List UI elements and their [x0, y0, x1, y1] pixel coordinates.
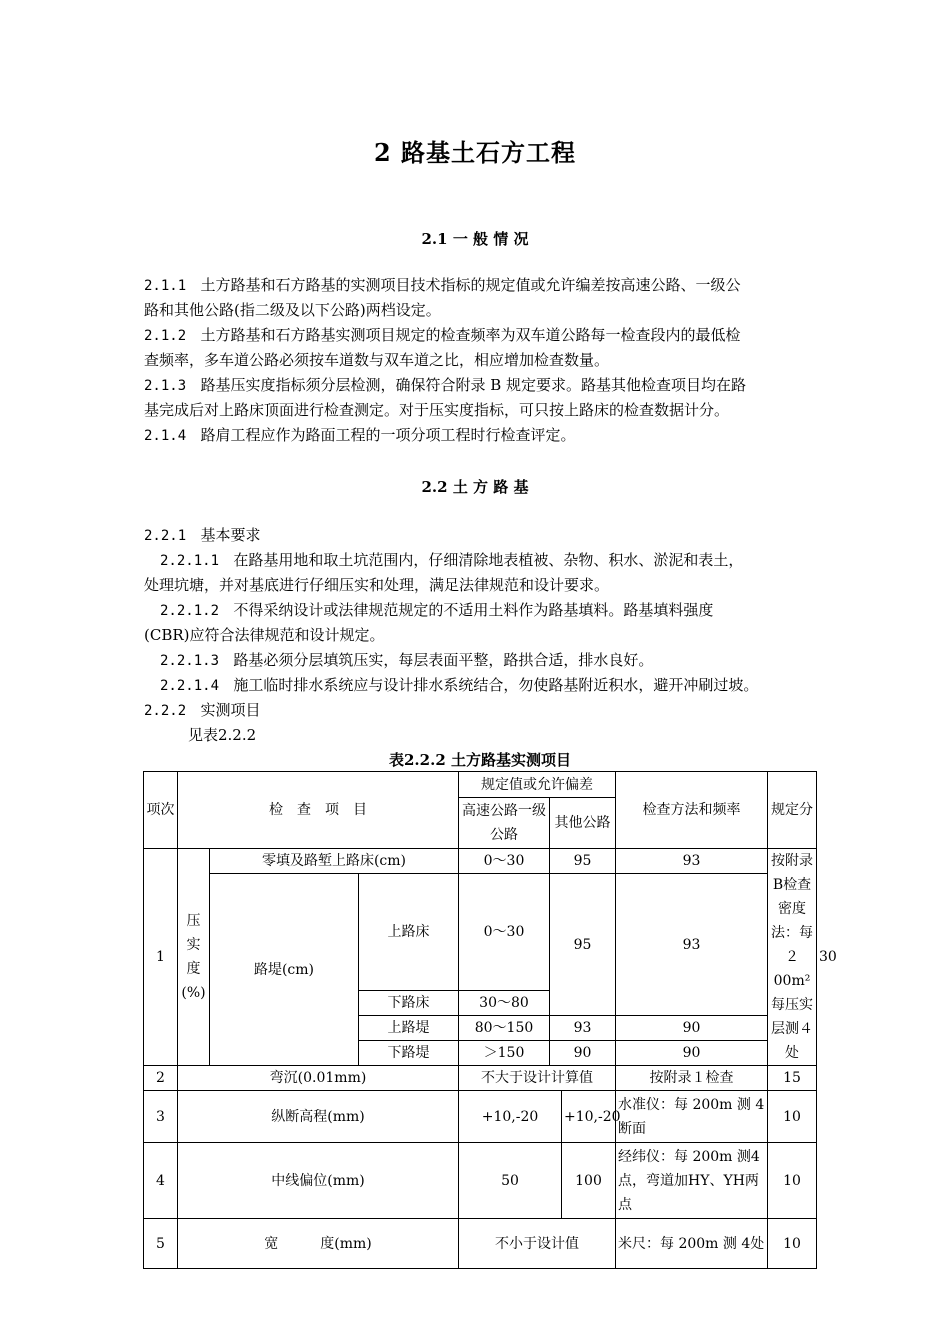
row1-d-name: 下路堤 — [359, 1041, 459, 1066]
row1-a-range: 0～30 — [459, 874, 550, 991]
row2-score: 15 — [768, 1066, 817, 1091]
row3-highway: +10,-20 — [459, 1091, 562, 1143]
row1-d-other: 90 — [616, 1041, 768, 1066]
row1-sub0-range: 0～30 — [459, 849, 550, 874]
clause-text: 实测项目 — [200, 701, 261, 719]
clause-text: 路基必须分层填筑压实，每层表面平整，路拱合适，排水良好。 — [233, 651, 654, 669]
header-check-item: 检 查 项 目 — [178, 772, 459, 849]
clause-text: 不得采纳设计或法律规范规定的不适用土料作为路基填料。路基填料强度 — [233, 601, 714, 619]
chapter-title: 2 路基土石方工程 — [373, 138, 577, 167]
row1-b-name: 下路床 — [359, 991, 459, 1016]
row1-sub0-other: 93 — [616, 849, 768, 874]
row1-sub0-highway: 95 — [550, 849, 616, 874]
clause-text: 路肩工程应作为路面工程的一项分项工程时行检查评定。 — [200, 426, 576, 444]
clause-text: 路基压实度指标须分层检测，确保符合附录 B 规定要求。路基其他检查项目均在路 — [200, 376, 747, 394]
row3-item: 纵断高程(mm) — [178, 1091, 459, 1143]
clause-number: 2.2.1.1 — [160, 553, 220, 569]
clause-number: 2.2.1.4 — [160, 678, 220, 694]
header-other-roads: 其他公路 — [550, 798, 616, 849]
row4-no: 4 — [144, 1143, 178, 1219]
row3-method: 水准仪：每 200m 测 4 断面 — [616, 1091, 768, 1143]
row1-c-highway: 93 — [550, 1016, 616, 1041]
row3-other: +10,-20 — [562, 1091, 616, 1143]
clause-number: 2.1.3 — [144, 378, 187, 394]
row1-c-other: 90 — [616, 1016, 768, 1041]
row1-d-highway: 90 — [550, 1041, 616, 1066]
paragraph-2-1-3-line2: 基完成后对上路床顶面进行检查测定。对于压实度指标，可只按上路床的检查数据计分。 — [144, 401, 730, 419]
row2-method: 按附录１检查 — [616, 1066, 768, 1091]
row5-score: 10 — [768, 1219, 817, 1269]
paragraph-2-2-1-4 — [160, 673, 758, 699]
paragraph-2-1-1-line1 — [144, 273, 740, 299]
row1-c-name: 上路堤 — [359, 1016, 459, 1041]
paragraph-2-1-2-line1 — [144, 323, 740, 349]
clause-text: 施工临时排水系统应与设计排水系统结合，勿使路基附近积水，避开冲刷过坡。 — [233, 676, 759, 694]
section-heading-2-2: 2.2 土 方 路 基 — [421, 478, 529, 496]
clause-number: 2.2.1.2 — [160, 603, 220, 619]
see-table-reference: 见表2.2.2 — [188, 726, 257, 744]
row5-no: 5 — [144, 1219, 178, 1269]
header-allowable-deviation: 规定值或允许偏差 — [459, 772, 616, 798]
row1-no: 1 — [144, 849, 178, 1066]
header-score: 规定分 — [768, 772, 817, 849]
table-caption: 表2.2.2 土方路基实测项目 — [389, 751, 571, 769]
row4-highway: 50 — [459, 1143, 562, 1219]
row4-method: 经纬仪：每 200m 测4点，弯道加HY、YH两点 — [616, 1143, 768, 1219]
row3-no: 3 — [144, 1091, 178, 1143]
paragraph-2-1-2-line2: 查频率，多车道公路必须按车道数与双车道之比，相应增加检查数量。 — [144, 351, 610, 369]
paragraph-2-1-3-line1 — [144, 373, 746, 399]
row1-d-range: ＞150 — [459, 1041, 550, 1066]
paragraph-2-2-1 — [144, 523, 260, 549]
paragraph-2-1-1-line2: 路和其他公路(指二级及以下公路)两档设定。 — [144, 301, 441, 319]
clause-number: 2.2.1 — [144, 528, 187, 544]
header-highway: 高速公路一级公路 — [459, 798, 550, 849]
row4-item: 中线偏位(mm) — [178, 1143, 459, 1219]
row1-ab-highway: 95 — [550, 874, 616, 1016]
clause-text: 土方路基和石方路基的实测项目技术指标的规定值或允许编差按高速公路、一级公 — [200, 276, 741, 294]
row1-c-range: 80～150 — [459, 1016, 550, 1041]
row5-method: 米尺：每 200m 测 4处 — [616, 1219, 768, 1269]
clause-number: 2.1.1 — [144, 278, 187, 294]
paragraph-2-2-2 — [144, 698, 260, 724]
paragraph-2-2-1-2-line1 — [160, 598, 713, 624]
clause-text: 在路基用地和取土坑范围内，仔细清除地表植被、杂物、积水、淤泥和表土， — [233, 551, 744, 569]
paragraph-2-2-1-2-line2: (CBR)应符合法律规范和设计规定。 — [144, 626, 385, 644]
row3-score: 10 — [768, 1091, 817, 1143]
paragraph-2-2-1-1-line1 — [160, 548, 743, 574]
header-method: 检查方法和频率 — [616, 772, 768, 849]
header-item-no: 项次 — [144, 772, 178, 849]
row1-embankment-label: 路堤(cm) — [210, 874, 359, 1066]
row5-value: 不小于设计值 — [459, 1219, 616, 1269]
paragraph-2-2-1-3 — [160, 648, 653, 674]
row1-method: 按附录B检查密度法：每２ 00m² 每压实层测４处 — [768, 849, 817, 1066]
row2-no: 2 — [144, 1066, 178, 1091]
row4-score: 10 — [768, 1143, 817, 1219]
row2-value: 不大于设计计算值 — [459, 1066, 616, 1091]
inspection-table: 项次 检 查 项 目 规定值或允许偏差 检查方法和频率 规定分 高速公路一级公路 其他公路 1 压实度(%) 零填及路堑上路床(cm) 0～30 95 93 按附录B检查密度法：每２ 00m² 每压实层测４处 30 路堤(cm) 上路床 0～30 95 93 下路床 30～80 上路堤 80～150 93 90 下路堤 ＞150 90 90 2 弯沉(0.01mm) 不大于设计计算值 按附录１检查 15 3 纵断高程(mm) +10,-20 +10,-20 水准仪：每 200m 测 4 断面 10 4 中线偏位(mm) 50 100 经纬仪：每 200m 测4点，弯道加HY、YH两点 10 5 宽 度(mm) 不小于设计值 米尺：每 200m 测 4处 10 — [143, 771, 817, 1269]
row5-item: 宽 度(mm) — [178, 1219, 459, 1269]
row1-sub0-label: 零填及路堑上路床(cm) — [210, 849, 459, 874]
section-heading-2-1: 2.1 一 般 情 况 — [421, 230, 529, 248]
paragraph-2-1-4 — [144, 423, 575, 449]
paragraph-2-2-1-1-line2: 处理坑塘，并对基底进行仔细压实和处理，满足法律规范和设计要求。 — [144, 576, 610, 594]
clause-text: 基本要求 — [200, 526, 261, 544]
clause-text: 土方路基和石方路基实测项目规定的检查频率为双车道公路每一检查段内的最低检 — [200, 326, 741, 344]
row1-ab-other: 93 — [616, 874, 768, 1016]
row1-compaction-label: 压实度(%) — [178, 849, 210, 1066]
clause-number: 2.2.1.3 — [160, 653, 220, 669]
row1-a-name: 上路床 — [359, 874, 459, 991]
clause-number: 2.2.2 — [144, 703, 187, 719]
clause-number: 2.1.4 — [144, 428, 187, 444]
clause-number: 2.1.2 — [144, 328, 187, 344]
row1-b-range: 30～80 — [459, 991, 550, 1016]
row2-item: 弯沉(0.01mm) — [178, 1066, 459, 1091]
row4-other: 100 — [562, 1143, 616, 1219]
